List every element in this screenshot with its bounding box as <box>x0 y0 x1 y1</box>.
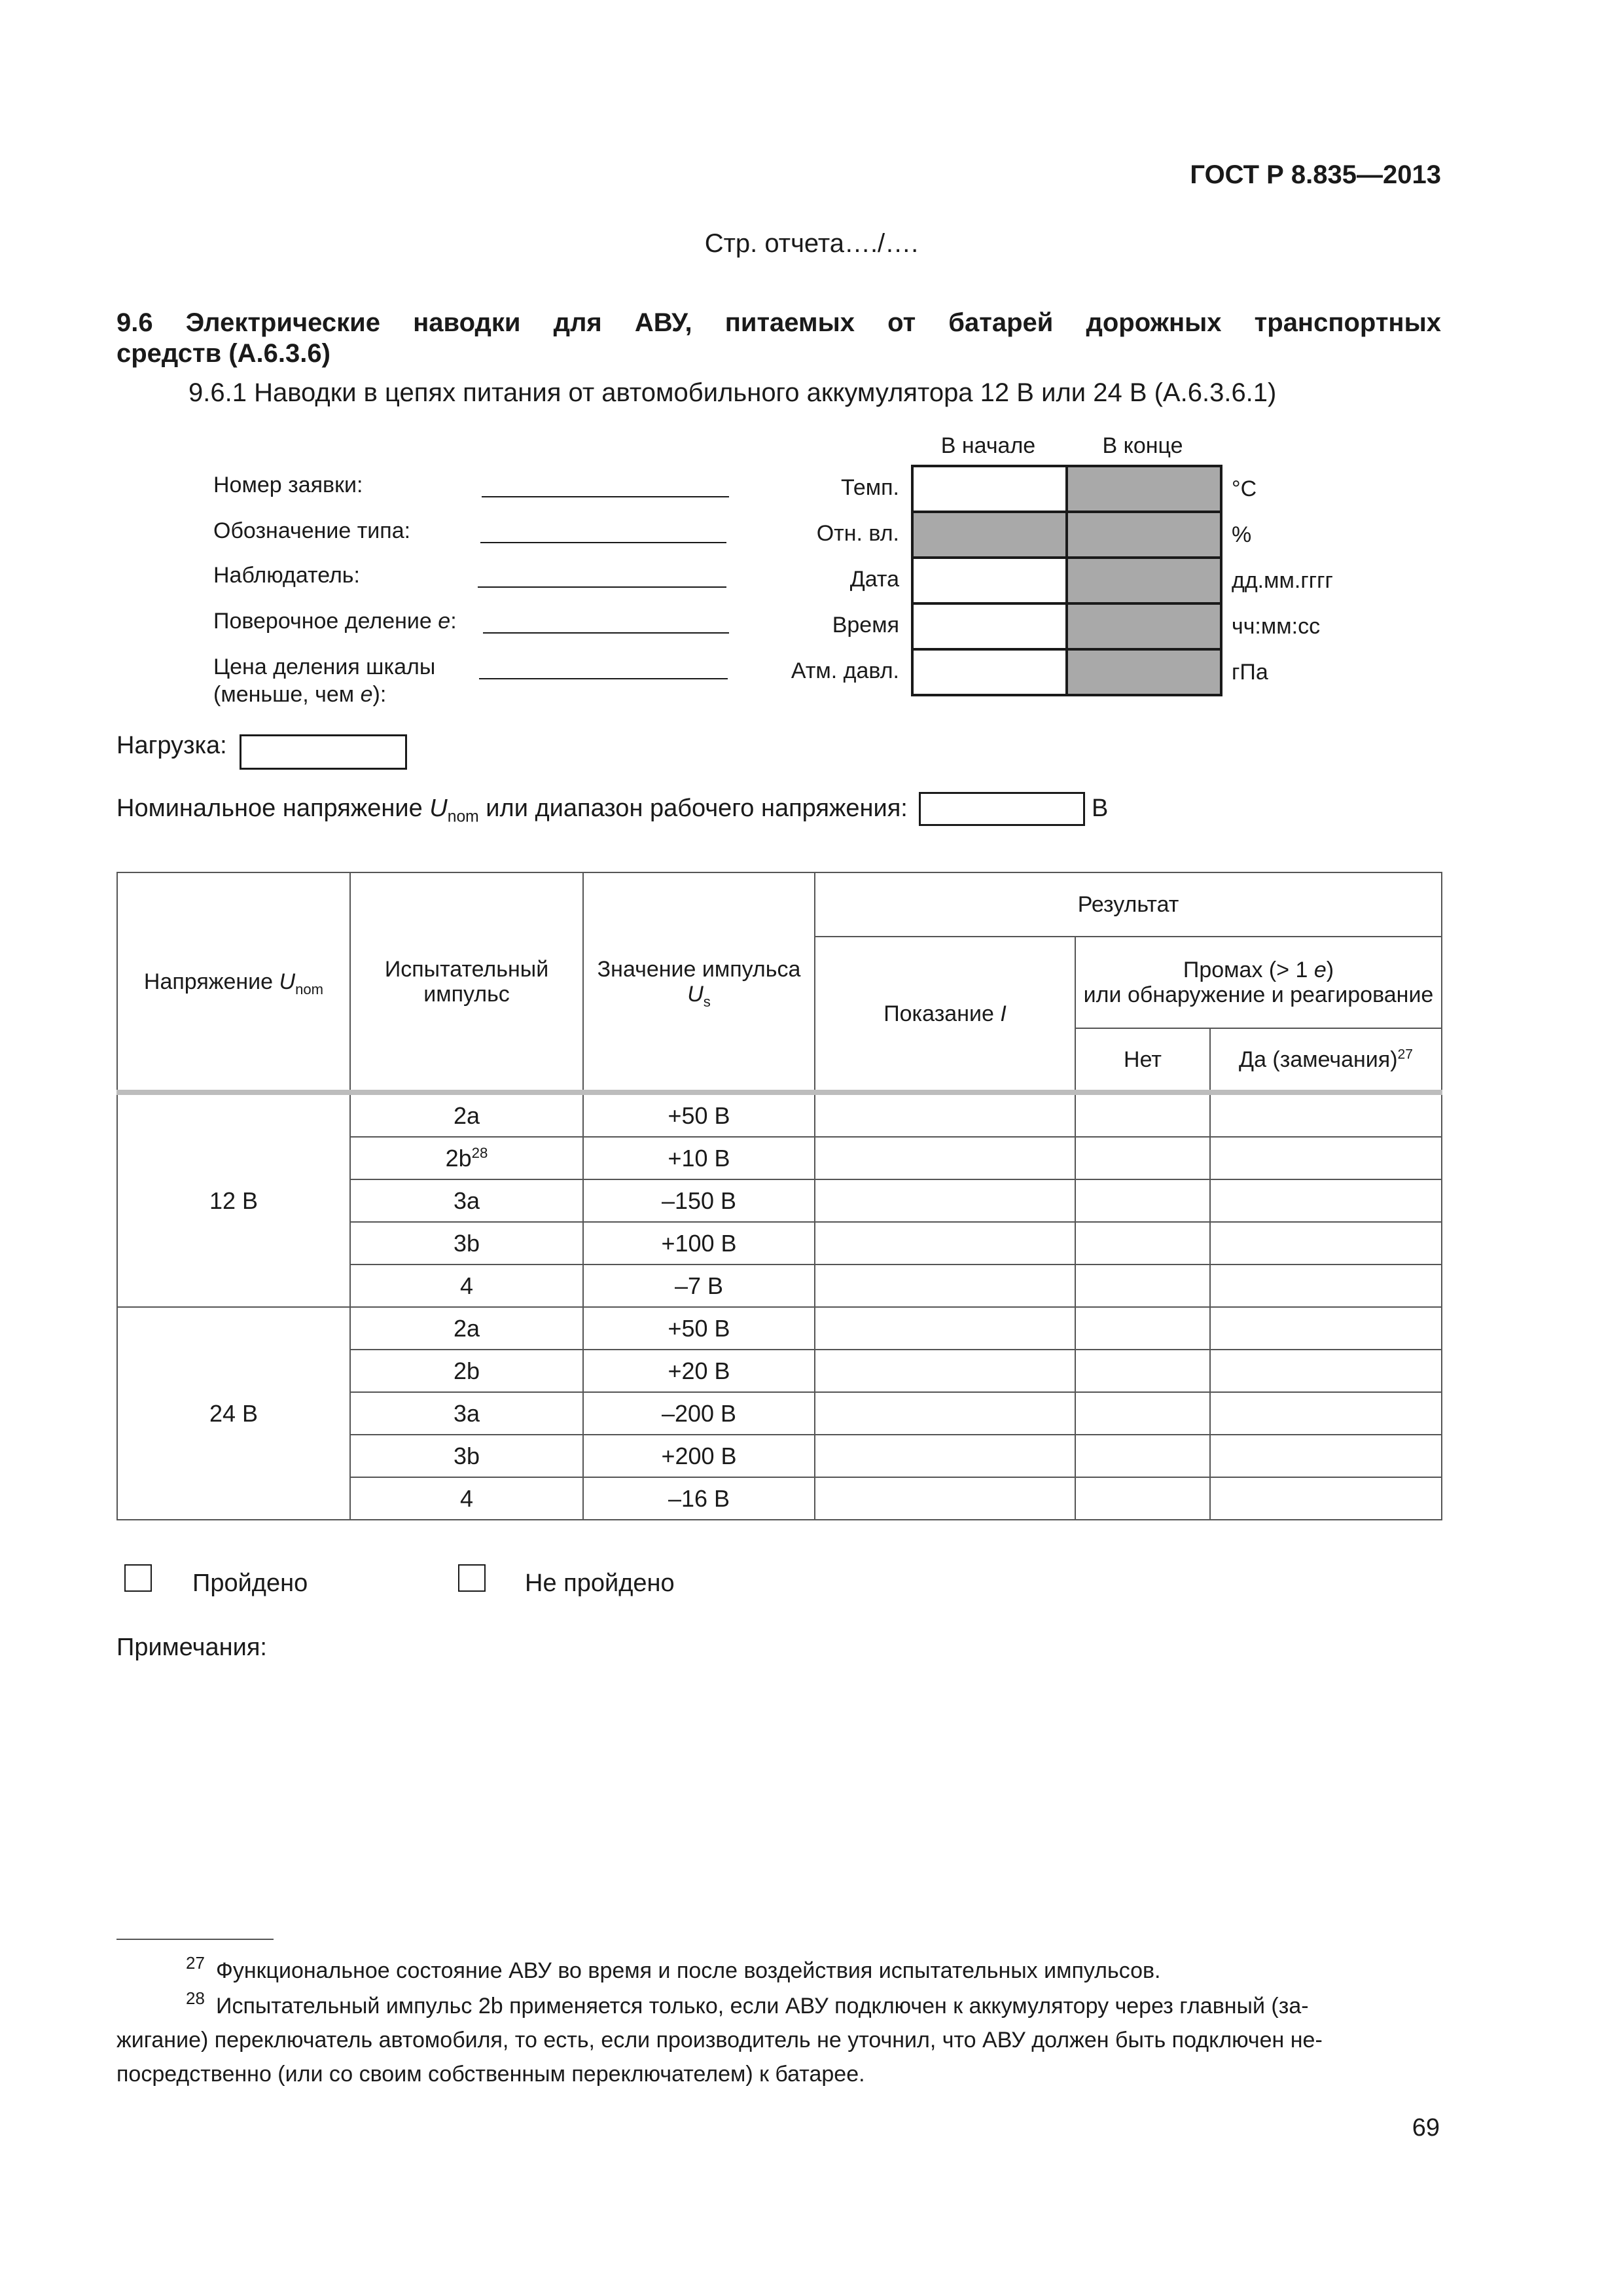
footnote-separator <box>116 1939 274 1940</box>
conditions-col-end: В конце <box>1102 433 1183 458</box>
section-title-line2: средств (А.6.3.6) <box>116 339 330 368</box>
conditions-label-date: Дата <box>849 567 899 592</box>
reading-cell[interactable] <box>815 1307 1075 1350</box>
reading-cell[interactable] <box>815 1392 1075 1435</box>
reading-cell[interactable] <box>815 1265 1075 1307</box>
voltage-group-24v: 24 В <box>117 1307 350 1520</box>
footnote-28-line3: посредственно (или со своим собственным переключателем) к батарее. <box>116 2062 865 2087</box>
date-end-cell <box>1065 556 1222 605</box>
scale-division-label: Цена деления шкалы (меньше, чем e): <box>213 655 436 707</box>
no-cell[interactable] <box>1075 1477 1210 1520</box>
no-cell[interactable] <box>1075 1179 1210 1222</box>
footnote-28-mark: 28 <box>186 1988 205 2008</box>
yes-cell[interactable] <box>1210 1222 1442 1265</box>
nominal-voltage-input[interactable] <box>919 792 1085 826</box>
pressure-end-cell <box>1065 648 1222 696</box>
pulse-cell: 3a <box>350 1392 583 1435</box>
pulse-value-cell: +200 В <box>583 1435 815 1477</box>
header-yes-remarks: Да (замечания)$^{27}$ <box>1210 1028 1442 1092</box>
reading-cell[interactable] <box>815 1350 1075 1392</box>
conditions-unit-date: дд.мм.гггг <box>1232 568 1333 593</box>
conditions-unit-temp: °C <box>1232 476 1257 501</box>
conditions-label-temp: Темп. <box>840 475 899 500</box>
reading-cell[interactable] <box>815 1092 1075 1137</box>
load-input[interactable] <box>240 734 407 770</box>
yes-cell[interactable] <box>1210 1435 1442 1477</box>
notes-label: Примечания: <box>116 1634 267 1661</box>
yes-cell[interactable] <box>1210 1179 1442 1222</box>
pulse-value-cell: –16 В <box>583 1477 815 1520</box>
footnote-28-line2: жигание) переключатель автомобиля, то есть, если производитель не уточнил, что АВУ должен быть подключен не- <box>116 2028 1323 2053</box>
humidity-start-cell <box>911 511 1068 559</box>
nominal-voltage-label: Номинальное напряжение $U_{nom}$ или диапазон рабочего напряжения: <box>116 795 908 826</box>
conditions-col-start: В начале <box>940 433 1036 458</box>
time-end-cell <box>1065 602 1222 651</box>
temp-end-cell <box>1065 465 1222 513</box>
pulse-value-cell: –200 В <box>583 1392 815 1435</box>
no-cell[interactable] <box>1075 1265 1210 1307</box>
reading-cell[interactable] <box>815 1435 1075 1477</box>
pulse-cell: 4 <box>350 1265 583 1307</box>
failed-checkbox[interactable] <box>458 1564 486 1592</box>
no-cell[interactable] <box>1075 1435 1210 1477</box>
pulse-cell: 3b <box>350 1222 583 1265</box>
no-cell[interactable] <box>1075 1392 1210 1435</box>
load-label: Нагрузка: <box>116 732 227 759</box>
scale-division-field[interactable] <box>479 678 728 679</box>
failed-label: Не пройдено <box>525 1570 675 1597</box>
type-designation-field[interactable] <box>480 542 726 543</box>
table-row <box>117 1092 1442 1137</box>
passed-checkbox[interactable] <box>124 1564 152 1592</box>
table-row <box>117 1307 1442 1350</box>
voltage-group-12v: 12 В <box>117 1092 350 1307</box>
conditions-unit-humidity: % <box>1232 522 1252 547</box>
passed-label: Пройдено <box>192 1570 308 1597</box>
pressure-start-cell[interactable] <box>911 648 1068 696</box>
header-reading: Показание I <box>815 937 1075 1092</box>
time-start-cell[interactable] <box>911 602 1068 651</box>
no-cell[interactable] <box>1075 1092 1210 1137</box>
yes-cell[interactable] <box>1210 1137 1442 1179</box>
no-cell[interactable] <box>1075 1137 1210 1179</box>
observer-field[interactable] <box>478 586 726 588</box>
reading-cell[interactable] <box>815 1137 1075 1179</box>
pulse-cell: 3a <box>350 1179 583 1222</box>
nominal-voltage-unit: В <box>1092 795 1109 822</box>
pulse-cell: 4 <box>350 1477 583 1520</box>
header-voltage: Напряжение $U_{nom}$ <box>117 872 350 1092</box>
yes-cell[interactable] <box>1210 1307 1442 1350</box>
reading-cell[interactable] <box>815 1477 1075 1520</box>
pulse-cell: $2b^{28}$ <box>350 1137 583 1179</box>
conditions-unit-pressure: гПа <box>1232 660 1268 685</box>
no-cell[interactable] <box>1075 1222 1210 1265</box>
pulse-cell: 2a <box>350 1092 583 1137</box>
verification-division-label: Поверочное деление e: <box>213 609 457 634</box>
observer-label: Наблюдатель: <box>213 563 360 588</box>
no-cell[interactable] <box>1075 1350 1210 1392</box>
pulse-value-cell: +100 В <box>583 1222 815 1265</box>
report-page-number: Стр. отчета…./…. <box>704 229 919 258</box>
date-start-cell[interactable] <box>911 556 1068 605</box>
header-miss: Промах (> 1 e) или обнаружение и реагирование <box>1075 937 1442 1028</box>
section-title-line1: 9.6 Электрические наводки для АВУ, питаемых от батарей дорожных транспортных <box>116 308 1441 337</box>
verification-division-field[interactable] <box>483 632 729 634</box>
pulse-value-cell: +10 В <box>583 1137 815 1179</box>
pulse-value-cell: +50 В <box>583 1307 815 1350</box>
type-designation-label: Обозначение типа: <box>213 518 411 543</box>
pulse-cell: 2b <box>350 1350 583 1392</box>
footnote-27-mark: 27 <box>186 1953 205 1973</box>
no-cell[interactable] <box>1075 1307 1210 1350</box>
conditions-unit-time: чч:мм:сс <box>1232 614 1321 639</box>
header-pulse-value: Значение импульса $U_s$ <box>583 872 815 1092</box>
yes-cell[interactable] <box>1210 1477 1442 1520</box>
humidity-end-cell <box>1065 511 1222 559</box>
application-no-label: Номер заявки: <box>213 473 363 497</box>
header-test-pulse: Испытательный импульс <box>350 872 583 1092</box>
application-no-field[interactable] <box>482 496 729 497</box>
reading-cell[interactable] <box>815 1222 1075 1265</box>
results-table <box>116 872 1442 1520</box>
header-no: Нет <box>1075 1028 1210 1092</box>
page-number: 69 <box>1412 2114 1440 2142</box>
conditions-label-pressure: Атм. давл. <box>791 658 899 683</box>
footnote-28-line1: Испытательный импульс 2b применяется только, если АВУ подключен к аккумулятору через главный (за- <box>216 1994 1309 2018</box>
subsection-title: 9.6.1 Наводки в цепях питания от автомобильного аккумулятора 12 В или 24 В (А.6.3.6.1) <box>188 378 1277 407</box>
header-result: Результат <box>815 872 1442 937</box>
temp-start-cell[interactable] <box>911 465 1068 513</box>
pulse-cell: 3b <box>350 1435 583 1477</box>
pulse-value-cell: +50 В <box>583 1092 815 1137</box>
pulse-cell: 2a <box>350 1307 583 1350</box>
yes-cell[interactable] <box>1210 1392 1442 1435</box>
yes-cell[interactable] <box>1210 1265 1442 1307</box>
yes-cell[interactable] <box>1210 1350 1442 1392</box>
pulse-value-cell: –150 В <box>583 1179 815 1222</box>
yes-cell[interactable] <box>1210 1092 1442 1137</box>
reading-cell[interactable] <box>815 1179 1075 1222</box>
conditions-label-humidity: Отн. вл. <box>816 521 899 546</box>
conditions-label-time: Время <box>832 613 899 637</box>
pulse-value-cell: +20 В <box>583 1350 815 1392</box>
footnote-27-text: Функциональное состояние АВУ во время и после воздействия испытательных импульсов. <box>216 1958 1161 1983</box>
pulse-value-cell: –7 В <box>583 1265 815 1307</box>
standard-number: ГОСТ Р 8.835—2013 <box>1190 160 1441 189</box>
